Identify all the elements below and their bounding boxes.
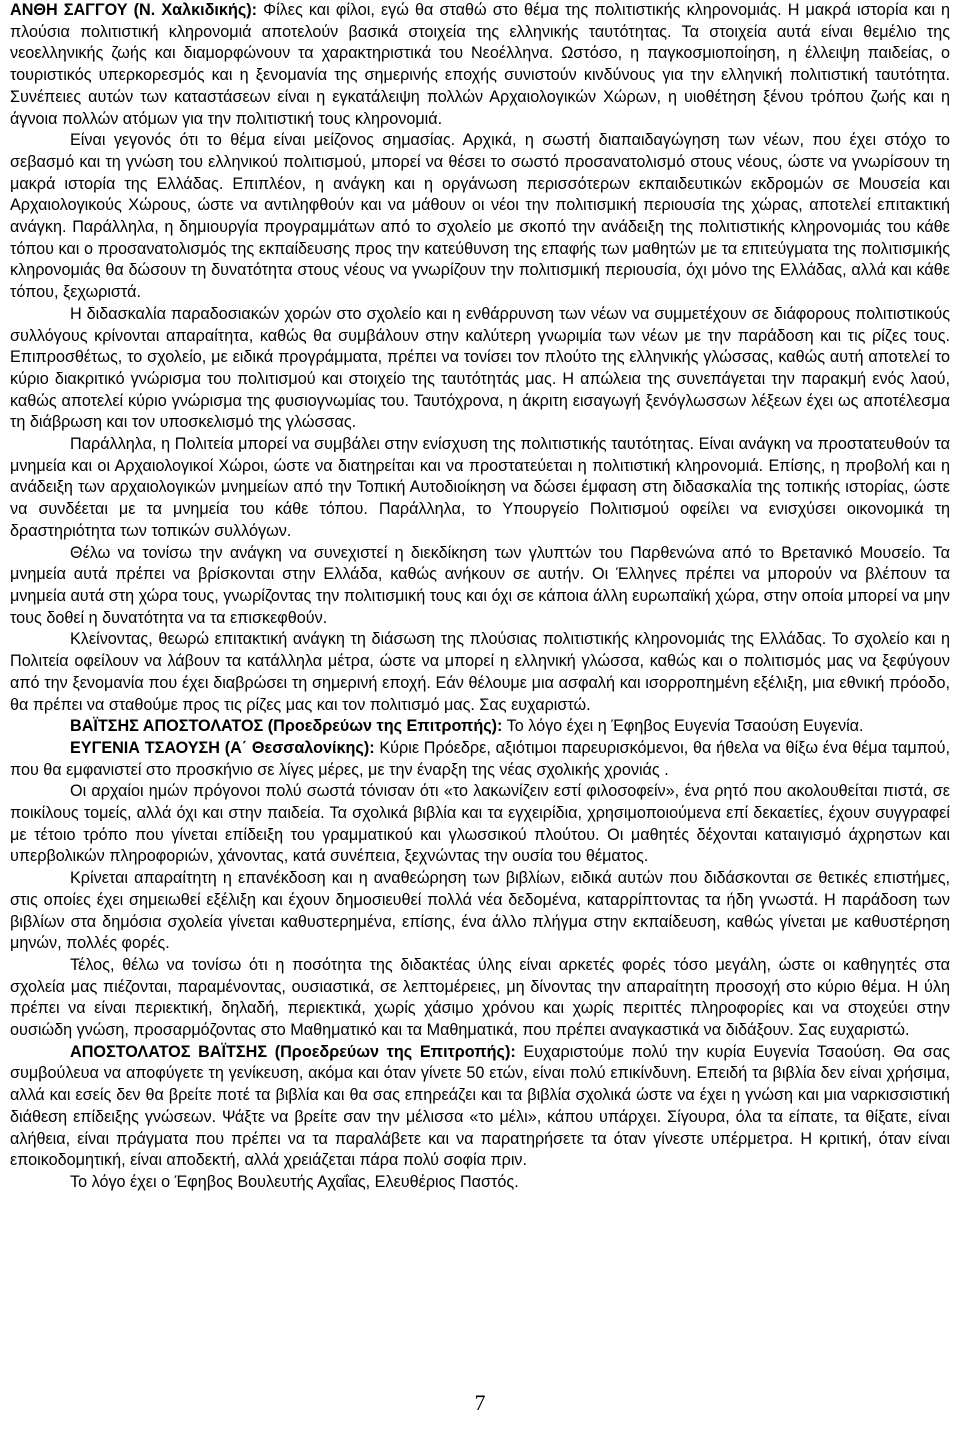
paragraph-text: Το λόγο έχει ο Έφηβος Βουλευτής Αχαΐας, Ελευθέριος Παστός. — [70, 1172, 519, 1191]
paragraph — [10, 781, 950, 868]
paragraph-text: Κύριε Πρόεδρε, αξιότιμοι παρευρισκόμενοι, θα ήθελα να θίξω ένα θέμα ταμπού, που θα εμφανιστεί στο προσκήνιο σε λίγες μέρες, με την έναρξη της νέας σχολικής χρονιάς . — [10, 738, 951, 779]
paragraph-text: Κρίνεται απαραίτητη η επανέκδοση και η αναθεώρηση των βιβλίων, ειδικά αυτών που διδάσκονται σε θετικές επιστήμες, στις οποίες έχει σημειωθεί εξέλιξη και έχουν δημοσιευθεί πολλά νέα δεδομένα, καταρρίπτοντας τα ήδη γνωστά. Η παράδοση των βιβλίων στα δημόσια σχολεία γίνεται καθυστερημένα, επίσης, ένα άλλο πλήγμα στην εκπαίδευση, καθώς γίνεται με καθυστέρηση μηνών, πολλές φορές. — [10, 869, 950, 953]
paragraph — [10, 738, 950, 781]
speaker-name: ΒΑΪΤΣΗΣ ΑΠΟΣΤΟΛΑΤΟΣ (Προεδρεύων της Επιτροπής): — [70, 717, 503, 736]
paragraph-text: Οι αρχαίοι ημών πρόγονοι πολύ σωστά τόνισαν ότι «το λακωνίζειν εστί φιλοσοφείν», ένα ρητό που ακολουθείται πιστά, σε ποικίλους τομείς, αλλά όχι και στην παιδεία. Τα σχολικά βιβλία και τα εγχειρίδια, χρησιμοποιούμενα επί δεκαετίες, έχουν συγγραφεί με τέτοιο τρόπο που γίνεται επίδειξη του γραμματικού και γλωσσικού πλούτου. Οι μαθητές δέχονται καταιγισμό άχρηστων και υπερβολικών πληροφοριών, χάνοντας, κατά συνέπεια, ξεχνώντας την ουσία του θέματος. — [10, 782, 950, 866]
paragraph — [10, 716, 950, 738]
paragraph — [10, 543, 950, 630]
paragraph — [10, 130, 950, 304]
paragraph-text: Παράλληλα, η Πολιτεία μπορεί να συμβάλει στην ενίσχυση της πολιτιστικής ταυτότητας. Είναι ανάγκη να προστατευθούν τα μνημεία και οι Αρχαιολογικοί Χώροι, ώστε να διατηρείται και να προστατεύεται η πολιτιστική κληρονομιά. Επίσης, η προβολή και η ανάδειξη των αρχαιολογικών μνημείων από την Τοπική Αυτοδιοίκηση να δώσει έμφαση στη διδασκαλία της τοπικής ιστορίας, ώστε να συνδέεται με τα μνημεία του κάθε τόπου. Παράλληλα, το Υπουργείο Πολιτισμού οφείλει να ενισχύσει οικονομικά τη δραστηριότητα των τοπικών συλλόγων. — [10, 435, 950, 540]
paragraph-text: Το λόγο έχει η Έφηβος Ευγενία Τσαούση Ευγενία. — [502, 717, 864, 736]
paragraph — [10, 1042, 950, 1172]
speaker-name: ΕΥΓΕΝΙΑ ΤΣΑΟΥΣΗ (Α΄ Θεσσαλονίκης): — [70, 738, 375, 757]
transcript-body — [10, 0, 950, 1194]
paragraph-text: Η διδασκαλία παραδοσιακών χορών στο σχολείο και η ενθάρρυνση των νέων να συμμετέχουν σε διάφορους πολιτιστικούς συλλόγους κρίνονται απαραίτητα, καθώς θα συμβάλουν στην καλύτερη γνωριμία των νέων με την παράδοση και τις ρίζες τους. Επιπροσθέτως, το σχολείο, με ειδικά προγράμματα, πρέπει να τονίσει τον πλούτο της ελληνικής γλώσσας, καθώς αυτή αποτελεί το κύριο διακριτικό γνώρισμα του πολιτισμού και στοιχείο της ταυτότητάς μας. Η απώλεια της συνεπάγεται την παρακμή ενός λαού, καθώς αποτελεί κύριο γνώρισμα της φυσιογνωμίας του. Ταυτόχρονα, η άκριτη εισαγωγή ξενόγλωσσων λέξεων έχει ως αποτέλεσμα τη διάβρωση και τον υποσκελισμό της γλώσσας. — [10, 304, 950, 432]
paragraph — [10, 304, 950, 434]
paragraph-text: Ευχαριστούμε πολύ την κυρία Ευγενία Τσαούση. Θα σας συμβούλευα να αποφύγετε τη γενίκευση, ακόμα και όταν γίνετε 50 ετών, είναι πολύ επικίνδυνη. Επειδή τα βιβλία δεν είναι χρήσιμα, αλλά και εσείς δεν θα βρείτε ποτέ τα βιβλία και θα σας επηρεάζει και τα βιβλία σχολικά ώστε να έχει η γνώση και μια ναρκισσιστική διάθεση επίδειξης γνώσεων. Ψάξτε να βρείτε σαν την μέλισσα «το μέλι», κάπου υπάρχει. Σίγουρα, όλα τα είπατε, τα θίξατε, είναι αλήθεια, είναι πράγματα που πρέπει να τα παραλάβετε και να παρατηρήσετε τα όταν γίνεστε υπέρμετρα. Η κριτική, όταν είναι εποικοδομητική, είναι αποδεκτή, αλλά χρειάζεται πάρα πολύ σοφία πριν. — [10, 1042, 950, 1170]
paragraph — [10, 0, 950, 130]
paragraph — [10, 955, 950, 1042]
paragraph — [10, 1172, 950, 1194]
paragraph-text: Τέλος, θέλω να τονίσω ότι η ποσότητα της διδακτέας ύλης είναι αρκετές φορές τόσο μεγάλη, ώστε οι καθηγητές στα σχολεία μας πιέζονται, παραμένοντας, ουσιαστικά, σε λεπτομέρειες, μη δίνοντας την απαραίτητη προσοχή στο κύριο θέμα. Η ύλη πρέπει να είναι περιεκτική, δηλαδή, περιεκτικά, χωρίς χάσιμο χρόνου και χωρίς περιττές πληροφορίες και να στοχεύει στην ουσιώδη γνώση, προσαρμόζοντας στο Μαθηματικό και τα Μαθηματικά, που πρέπει αναγκαστικά να διδάξουν. Σας ευχαριστώ. — [10, 955, 950, 1040]
paragraph-text: Κλείνοντας, θεωρώ επιτακτική ανάγκη τη διάσωση της πλούσιας πολιτιστικής κληρονομιάς της Ελλάδας. Το σχολείο και η Πολιτεία οφείλουν να λάβουν τα κατάλληλα μέτρα, ώστε να μπορεί η ελληνική γλώσσα, καθώς και ο πολιτισμός μας να ξεφύγουν από την ξενομανία που έχει διαβρώσει τη σημερινή εποχή. Εάν θέλουμε μια ασφαλή και ισορροπημένη εξέλιξη, μια εθνική πρόοδο, θα πρέπει να σταθούμε προς τις ρίζες μας και τον πολιτισμό μας. Σας ευχαριστώ. — [10, 630, 950, 714]
paragraph-text: Φίλες και φίλοι, εγώ θα σταθώ στο θέμα της πολιτιστικής κληρονομιάς. Η μακρά ιστορία και η πλούσια πολιτιστική κληρονομιά αποτελούν βασικά στοιχεία της ελληνικής ταυτότητας. Τα στοιχεία αυτά είναι θεμέλιο της νεοελληνικής ζωής και διαμορφώνουν τα χαρακτηριστικά του Νεοέλληνα. Ωστόσο, η παγκοσμιοποίηση, η έλλειψη παιδείας, ο τουριστικός υπερκορεσμός και η ξενομανία της σημερινής εποχής συνιστούν κινδύνους για την ελληνική πολιτιστική ταυτότητα. Συνέπειες αυτών των καταστάσεων είναι η εγκατάλειψη πολλών Αρχαιολογικών Χώρων, η υιοθέτηση ξένου τρόπου ζωής και η άγνοια πολλών ατόμων για την πολιτιστική τους κληρονομιά. — [10, 1, 950, 128]
paragraph — [10, 868, 950, 955]
paragraph — [10, 434, 950, 543]
speaker-name: ΑΠΟΣΤΟΛΑΤΟΣ ΒΑΪΤΣΗΣ (Προεδρεύων της Επιτροπής): — [70, 1042, 516, 1061]
paragraph — [10, 629, 950, 716]
speaker-name: ΑΝΘΗ ΣΑΓΓΟΥ (Ν. Χαλκιδικής): — [10, 1, 258, 19]
paragraph-text: Είναι γεγονός ότι το θέμα είναι μείζονος σημασίας. Αρχικά, η σωστή διαπαιδαγώγηση των νέων, που έχει στόχο το σεβασμό και τη γνώση του ελληνικού πολιτισμού, μπορεί να θέσει το σωστό προσανατολισμό στους νέους, ώστε να γνωρίσουν τη μακρά ιστορία της Ελλάδας. Επιπλέον, η ανάγκη και η οργάνωση περισσότερων εκπαιδευτικών εκδρομών σε Μουσεία και Αρχαιολογικούς Χώρους, ώστε να αντιληφθούν και να μάθουν οι νέοι την πολιτισμική περιουσία της χώρας, αποτελεί επιτακτική ανάγκη. Παράλληλα, η δημιουργία προγραμμάτων από το σχολείο με σκοπό την ανάδειξη της πολιτιστικής κληρονομιάς του κάθε τόπου και ο προσανατολισμός της εκπαίδευσης προς την κατεύθυνση της επαφής των μαθητών με τα επιτεύγματα της πολιτισμικής κληρονομιάς θα δώσουν τη δυνατότητα στους νέους να γνωρίζουν την πολιτισμική περιουσία, όχι μόνο της Ελλάδας, αλλά και κάθε τόπου, ξεχωριστά. — [10, 131, 950, 302]
page-number: 7 — [474, 1390, 486, 1415]
paragraph-text: Θέλω να τονίσω την ανάγκη να συνεχιστεί η διεκδίκηση των γλυπτών του Παρθενώνα από το Βρετανικό Μουσείο. Τα μνημεία αυτά πρέπει να βρίσκονται στην Ελλάδα, καθώς ανήκουν σε αυτήν. Οι Έλληνες πρέπει να μπορούν να βλέπουν τα μνημεία αυτά στη χώρα τους, γνωρίζοντας την πολιτισμική τους και όχι σε κάποια άλλη ευρωπαϊκή χώρα, στην οποία μπορεί να μην τους δοθεί η δυνατότητα να τα επισκεφθούν. — [10, 543, 950, 627]
